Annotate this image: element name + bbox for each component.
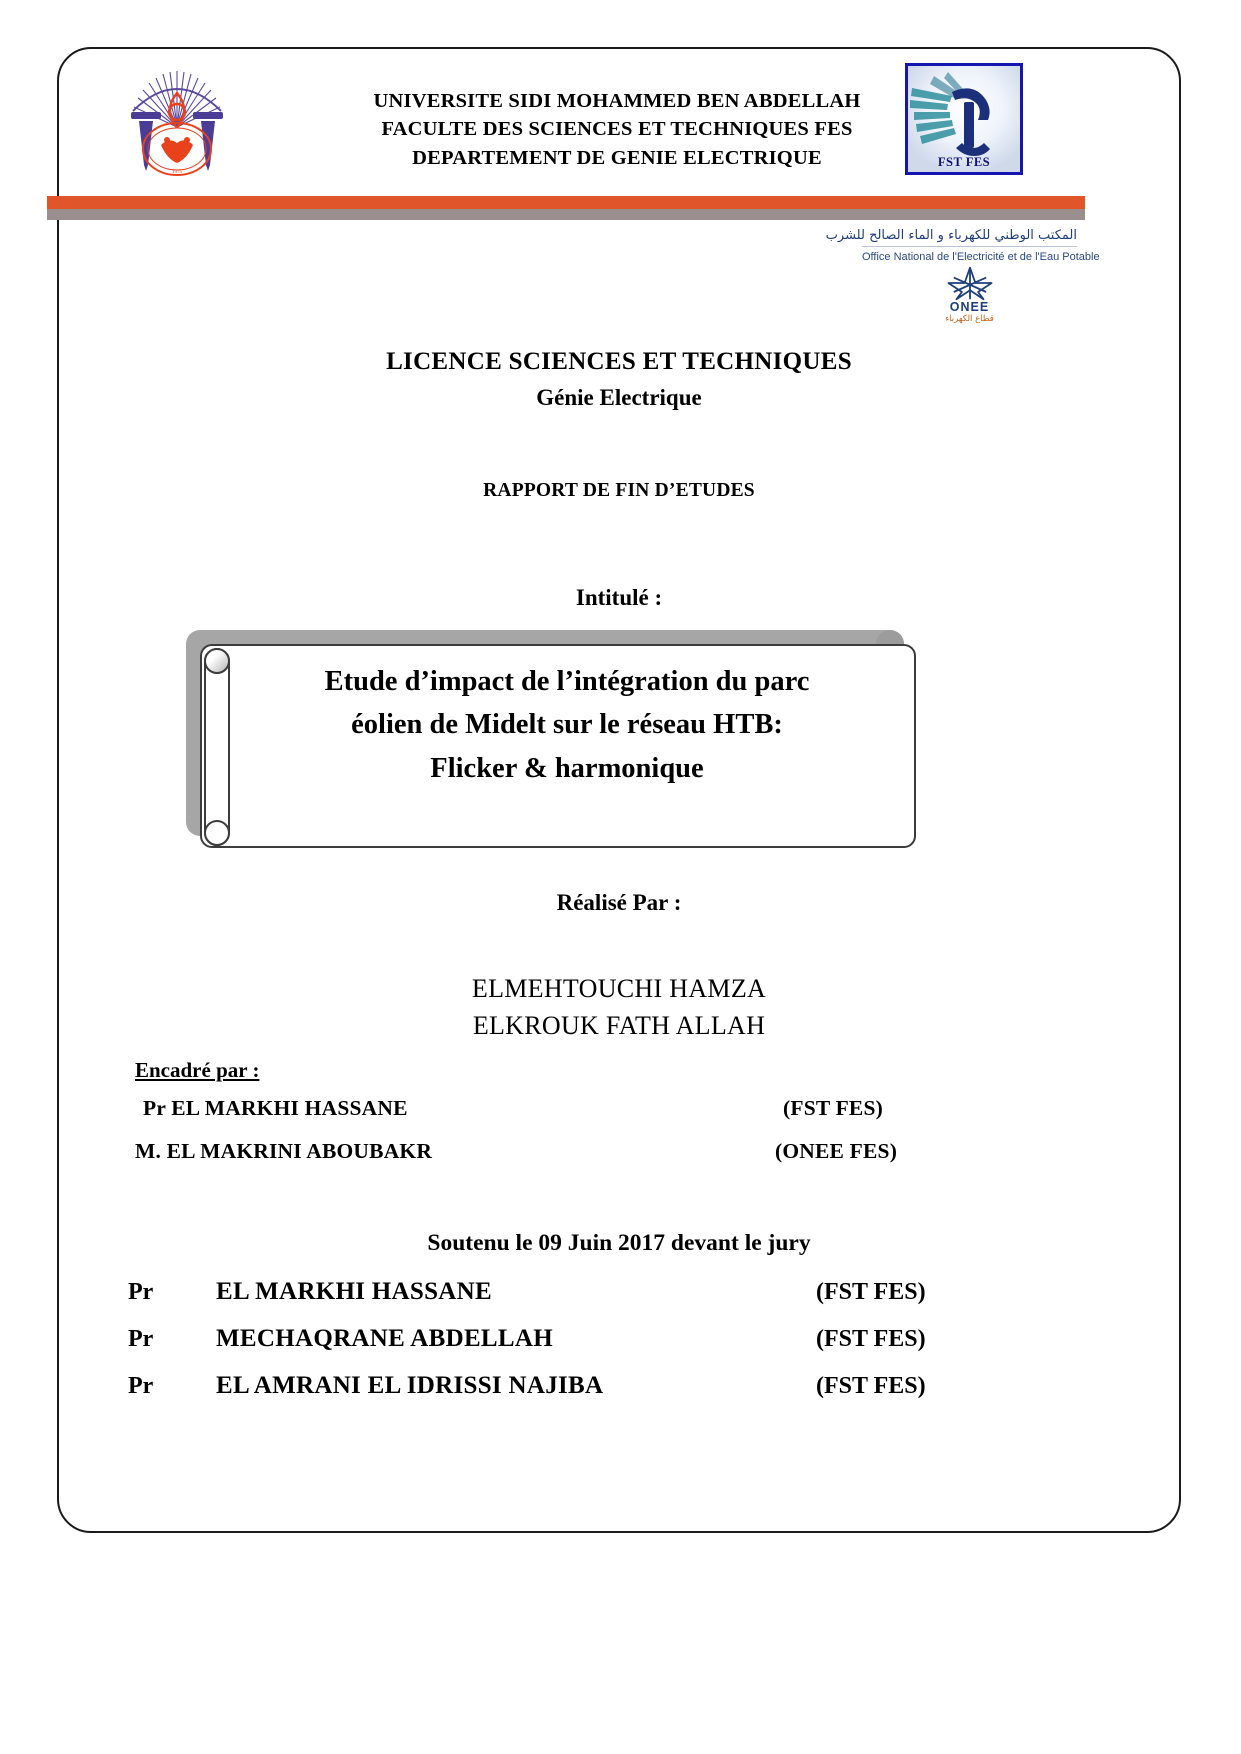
scroll-curl-top-icon [204, 648, 230, 674]
institution-line-1: UNIVERSITE SIDI MOHAMMED BEN ABDELLAH [373, 90, 861, 112]
jury-row [128, 1325, 988, 1372]
supervisor-name: M. EL MAKRINI ABOUBAKR [135, 1139, 433, 1163]
supervisor-name: Pr EL MARKHI HASSANE [143, 1096, 408, 1120]
onee-sector-label: قطاع الكهرباء [945, 314, 994, 325]
orange-divider-bar [47, 196, 1085, 209]
jury-name: MECHAQRANE ABDELLAH [216, 1325, 553, 1352]
project-title [242, 660, 892, 790]
intitule-label: Intitulé : [575, 585, 663, 610]
students-list [57, 970, 1181, 1044]
supervisor-affiliation: (FST FES) [783, 1096, 883, 1120]
project-title-line-3: Flicker & harmonique [430, 752, 704, 784]
onee-arabic-title: المكتب الوطني للكهرباء و الماء الصالح للشرب [825, 228, 1077, 243]
jury-affiliation: (FST FES) [816, 1373, 926, 1399]
jury-name: EL MARKHI HASSANE [216, 1278, 492, 1305]
onee-acronym: ONEE [949, 300, 990, 315]
jury-name: EL AMRANI EL IDRISSI NAJIBA [216, 1372, 604, 1399]
diploma-block [57, 348, 1181, 411]
student-name-2: ELKROUK FATH ALLAH [472, 1011, 766, 1041]
institution-line-2: FACULTE DES SCIENCES ET TECHNIQUES FES [381, 118, 853, 141]
jury-affiliation: (FST FES) [816, 1326, 926, 1352]
supervisor-row [135, 1139, 935, 1182]
scroll-curl-bottom-icon [204, 820, 230, 846]
supervisors-list [135, 1096, 935, 1182]
jury-title: Pr [128, 1279, 154, 1305]
project-title-line-1: Etude d’impact de l’intégration du parc [324, 666, 810, 697]
onee-logo-block [825, 228, 1100, 325]
onee-divider [862, 246, 1077, 247]
jury-affiliation: (FST FES) [816, 1279, 926, 1305]
realise-par-label: Réalisé Par : [556, 890, 682, 915]
institution-titles [287, 87, 947, 172]
scroll-curl-spine [204, 648, 230, 846]
usmba-university-seal-icon [117, 65, 237, 177]
onee-star-icon [862, 265, 1077, 299]
grey-divider-bar [47, 209, 1085, 220]
fst-fes-logo [905, 63, 1023, 175]
supervisor-row [135, 1096, 935, 1139]
student-name-1: ELMEHTOUCHI HAMZA [471, 974, 767, 1003]
jury-row [128, 1372, 988, 1419]
defense-date-line: Soutenu le 09 Juin 2017 devant le jury [427, 1230, 811, 1256]
svg-text:1975: 1975 [172, 170, 182, 175]
onee-french-title: Office National de l'Electricité et de l'Eau Potable [862, 251, 1100, 264]
project-title-scroll-box [186, 630, 918, 850]
report-kind-label: RAPPORT DE FIN D’ETUDES [483, 480, 755, 501]
jury-list [128, 1278, 988, 1419]
encadre-par-label: Encadré par : [135, 1058, 260, 1082]
jury-title: Pr [128, 1326, 154, 1352]
supervisor-affiliation: (ONEE FES) [775, 1139, 898, 1163]
page-header [57, 47, 1181, 195]
institution-line-3: DEPARTEMENT DE GENIE ELECTRIQUE [412, 146, 822, 169]
jury-row [128, 1278, 988, 1325]
diploma-line-2: Génie Electrique [536, 385, 702, 410]
project-title-line-2: éolien de Midelt sur le réseau HTB: [351, 709, 783, 741]
diploma-line-1: LICENCE SCIENCES ET TECHNIQUES [386, 348, 852, 375]
fst-fes-logo-caption: FST FES [937, 155, 991, 169]
jury-title: Pr [128, 1373, 154, 1399]
